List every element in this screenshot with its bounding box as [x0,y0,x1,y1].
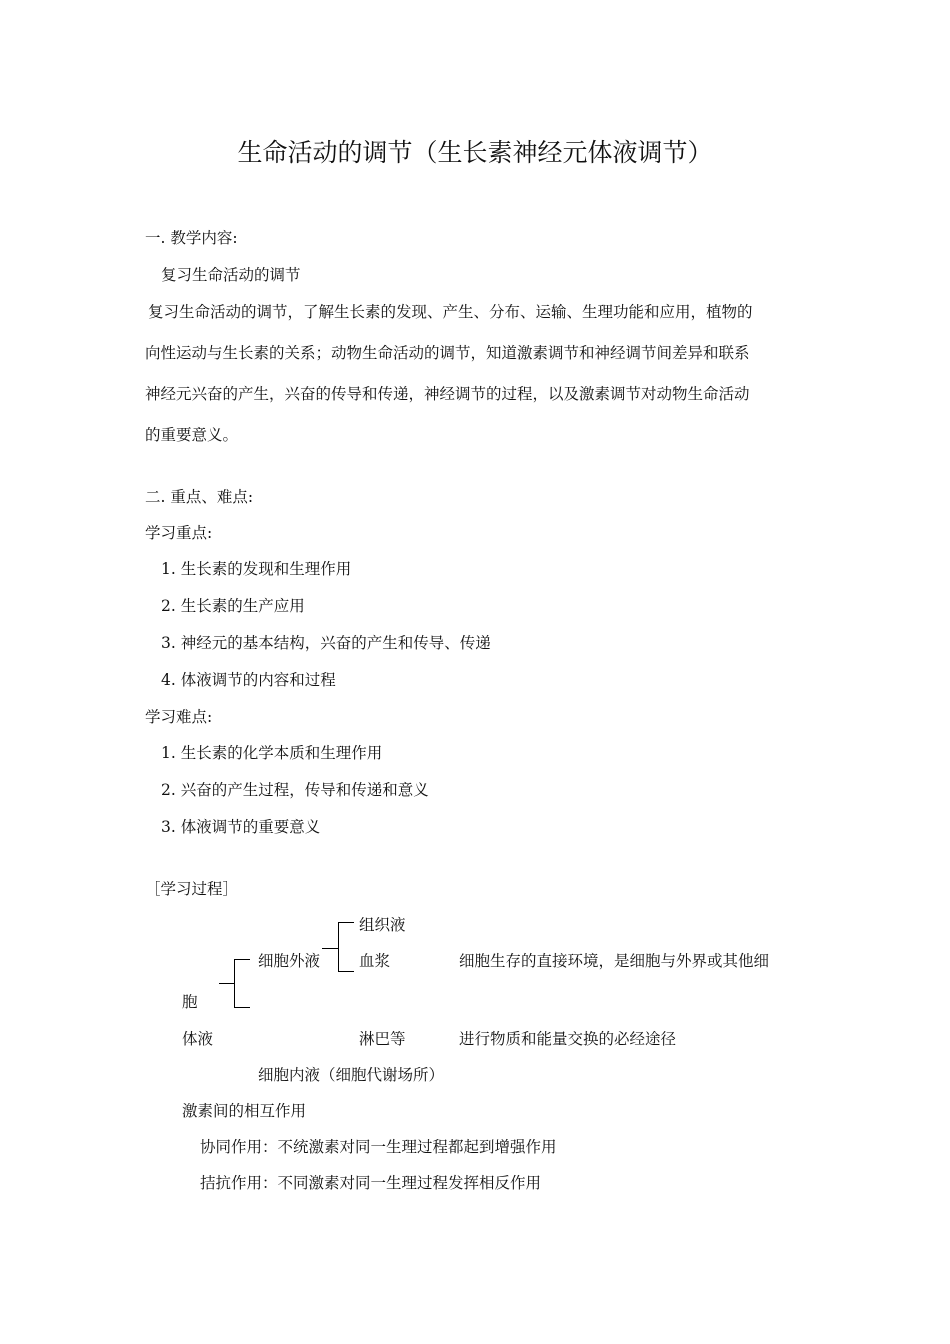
tissue-fluid-label: 组织液 [359,916,406,934]
hormone-interaction-heading: 激素间的相互作用 [182,1102,307,1120]
body-fluid-label: 体液 [182,1030,214,1048]
section1-subtitle: 复习生命活动的调节 [161,266,301,284]
key-point-item: 4. 体液调节的内容和过程 [161,671,336,689]
key-point-item: 1. 生长素的发现和生理作用 [161,560,352,578]
section1-paragraph-line: 复习生命活动的调节，了解生长素的发现、产生、分布、运输、生理功能和应用，植物的 [148,303,753,321]
section1-paragraph-line: 向性运动与生长素的关系；动物生命活动的调节，知道激素调节和神经调节间差异和联系 [145,344,750,362]
page-title: 生命活动的调节（生长素神经元体液调节） [237,138,713,167]
key-point-item: 3. 神经元的基本结构，兴奋的产生和传导、传递 [161,634,491,652]
extracellular-fluid-label: 细胞外液 [258,952,321,970]
environment-note-line: 进行物质和能量交换的必经途径 [459,1030,677,1048]
section1-paragraph-line: 神经元兴奋的产生，兴奋的传导和传递，神经调节的过程，以及激素调节对动物生命活动 [145,385,750,403]
antagonism-item: 拮抗作用：不同激素对同一生理过程发挥相反作用 [200,1174,542,1192]
lymph-label: 淋巴等 [359,1030,406,1048]
difficult-point-item: 3. 体液调节的重要意义 [161,818,321,836]
process-heading: ［学习过程］ [145,880,239,898]
section1-heading: 一. 教学内容: [145,229,238,247]
environment-note-line: 细胞生存的直接环境，是细胞与外界或其他细 [459,952,770,970]
cell-char-label: 胞 [182,993,198,1011]
plasma-label: 血浆 [359,952,391,970]
difficult-points-heading: 学习难点: [145,708,213,726]
intracellular-fluid-label: 细胞内液（细胞代谢场所） [258,1066,445,1084]
key-point-item: 2. 生长素的生产应用 [161,597,305,615]
difficult-point-item: 2. 兴奋的产生过程，传导和传递和意义 [161,781,429,799]
key-points-heading: 学习重点: [145,524,213,542]
section2-heading: 二. 重点、难点: [145,488,254,506]
section1-paragraph-line: 的重要意义。 [145,426,239,444]
synergy-item: 协同作用：不统激素对同一生理过程都起到增强作用 [200,1138,557,1156]
difficult-point-item: 1. 生长素的化学本质和生理作用 [161,744,383,762]
